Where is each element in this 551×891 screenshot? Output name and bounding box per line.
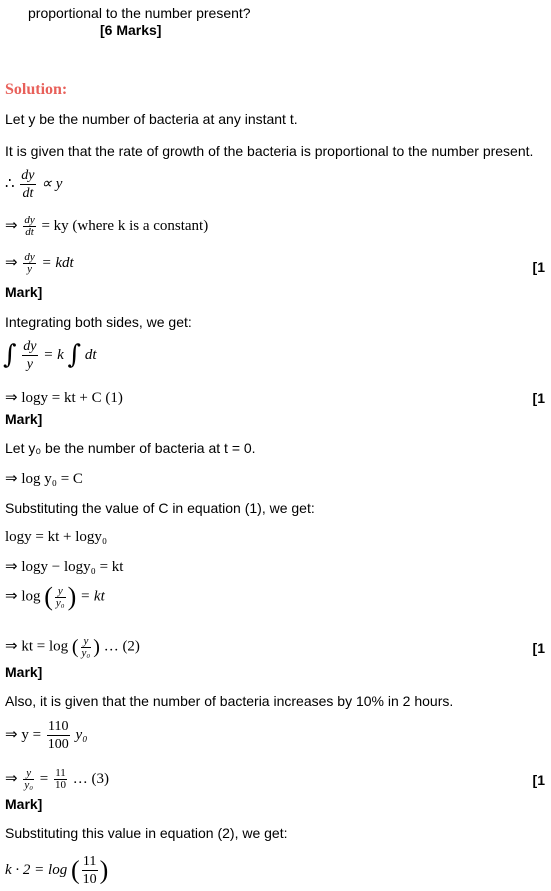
denominator: y₀ xyxy=(81,646,91,659)
denominator: y xyxy=(27,263,32,275)
solution-line-1: Let y be the number of bacteria at any instant t. xyxy=(5,111,298,127)
equation-11 xyxy=(5,718,87,753)
question-marks: [6 Marks] xyxy=(100,22,162,38)
equation-3 xyxy=(5,252,74,275)
mark-label-a: [1 xyxy=(532,390,545,406)
denominator: dt xyxy=(25,226,34,238)
equation-rest: = kt xyxy=(80,588,105,605)
equation-mid: = k xyxy=(43,346,64,363)
fraction-y-y0 xyxy=(81,636,92,659)
right-paren: ) xyxy=(93,636,100,658)
denominator: 100 xyxy=(47,737,69,752)
denominator: y₀ xyxy=(55,596,65,609)
equation-rest: = ky (where k is a constant) xyxy=(41,217,209,234)
equation-5: ⇒ logy = kt + C (1) xyxy=(5,390,123,406)
mark-label-b: Mark] xyxy=(5,284,43,300)
numerator: dy xyxy=(21,168,35,183)
equation-rest: y₀ xyxy=(75,726,88,743)
numerator: 110 xyxy=(48,719,69,734)
equals-sign: = xyxy=(39,770,49,787)
equation-rest: … (2) xyxy=(103,638,140,655)
mark-label-a: [1 xyxy=(532,640,545,656)
equation-rest: = kdt xyxy=(41,254,74,271)
equation-prefix: ⇒ kt = log xyxy=(5,638,69,655)
numerator: dy xyxy=(24,251,35,263)
right-paren: ) xyxy=(67,582,77,611)
denominator: dt xyxy=(22,186,34,201)
equation-8: ⇒ logy − logy₀ = kt xyxy=(5,559,124,575)
fraction-110-100 xyxy=(47,718,70,753)
numerator: y xyxy=(55,586,66,598)
fraction-y-y0 xyxy=(23,768,34,791)
equation-13 xyxy=(5,853,108,888)
fraction-dy-dt xyxy=(23,215,35,238)
equation-rest: dt xyxy=(84,346,97,363)
implies-symbol: ⇒ xyxy=(5,254,18,271)
denominator: y xyxy=(26,357,34,372)
equation-12 xyxy=(5,768,109,791)
fraction-dy-dt xyxy=(20,167,35,202)
denominator: 10 xyxy=(55,779,67,791)
integral-sign: ∫ xyxy=(67,340,82,370)
equation-prefix: ⇒ log xyxy=(5,588,41,605)
right-paren: ) xyxy=(99,855,109,885)
equation-prefix: k · 2 = log xyxy=(5,861,68,878)
solution-line-2: It is given that the rate of growth of the bacteria is proportional to the number present. xyxy=(5,143,534,159)
equation-2 xyxy=(5,215,208,238)
fraction-y-y0 xyxy=(55,586,66,609)
numerator: 11 xyxy=(82,854,97,869)
fraction-11-10 xyxy=(82,853,98,888)
mark-label-b: Mark] xyxy=(5,664,43,680)
numerator: dy xyxy=(24,214,35,226)
equation-prefix: ⇒ y = xyxy=(5,726,42,743)
equation-rest: … (3) xyxy=(72,770,110,787)
integral-sign: ∫ xyxy=(3,340,17,370)
solution-line-5: Substituting the value of C in equation (1), we get: xyxy=(5,500,315,516)
numerator: y xyxy=(23,768,34,780)
equation-1 xyxy=(5,167,62,202)
solution-line-6: Also, it is given that the number of bacteria increases by 10% in 2 hours. xyxy=(5,693,454,709)
numerator: dy xyxy=(23,339,37,354)
equation-9 xyxy=(5,584,105,610)
numerator: 11 xyxy=(55,767,66,779)
fraction-11-10 xyxy=(54,768,67,791)
left-paren: ( xyxy=(70,855,80,885)
solution-line-7: Substituting this value in equation (2), we get: xyxy=(5,825,288,841)
equation-4 xyxy=(3,338,97,373)
numerator: y xyxy=(81,636,92,648)
mark-label-b: Mark] xyxy=(5,796,43,812)
fraction-dy-y xyxy=(22,338,37,373)
left-paren: ( xyxy=(44,582,53,611)
equation-10 xyxy=(5,634,140,660)
fraction-dy-y xyxy=(23,252,35,275)
question-line: proportional to the number present? xyxy=(28,5,251,21)
equation-rest: ∝ y xyxy=(41,175,63,192)
therefore-symbol: ∴ xyxy=(5,175,15,192)
denominator: y₀ xyxy=(24,779,34,791)
solution-line-4: Let y₀ be the number of bacteria at t = 0. xyxy=(5,440,256,456)
solution-line-3: Integrating both sides, we get: xyxy=(5,314,192,330)
equation-6: ⇒ log y₀ = C xyxy=(5,471,83,487)
mark-label-a: [1 xyxy=(532,259,545,275)
solution-heading: Solution: xyxy=(5,81,68,98)
left-paren: ( xyxy=(71,636,79,658)
denominator: 10 xyxy=(82,872,97,887)
mark-label-a: [1 xyxy=(532,772,545,788)
equation-7: logy = kt + logy₀ xyxy=(5,529,108,545)
mark-label-b: Mark] xyxy=(5,411,43,427)
implies-symbol: ⇒ xyxy=(5,217,18,234)
implies-symbol: ⇒ xyxy=(5,770,18,787)
